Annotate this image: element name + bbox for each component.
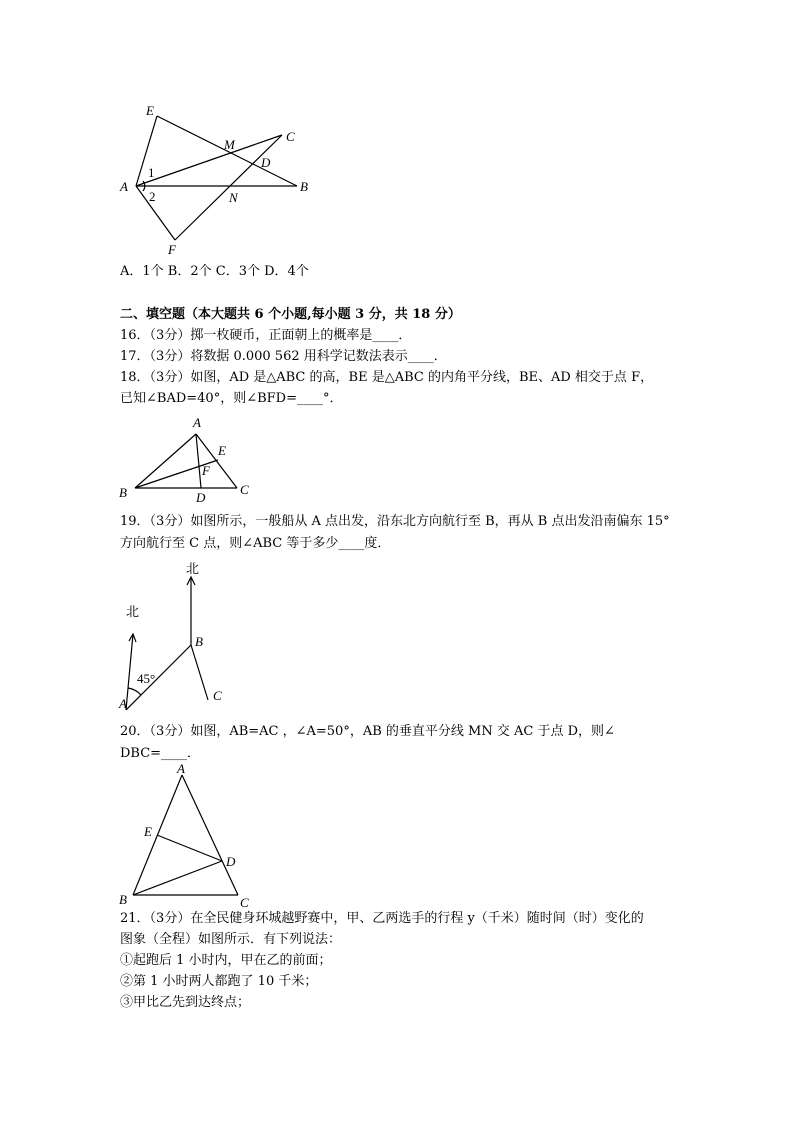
figure-q18 [110,410,270,510]
question-18-line-1: 18．（3分）如图，AD 是△ABC 的高，BE 是△ABC 的内角平分线，BE、AD 相交于点 F， [120,370,654,385]
question-19-line-2: 方向航行至 C 点，则∠ABC 等于多少____度． [120,536,391,551]
north-arrow-A [126,634,133,710]
label-D: D [196,490,206,505]
section-2-title: 二、填空题（本大题共 6 个小题,每小题 3 分，共 18 分） [120,307,461,322]
label-E: E [146,103,154,118]
question-18-line-2: 已知∠BAD=40°，则∠BFD=____°． [120,391,343,406]
label-B: B [119,892,127,907]
question-19-line-1: 19．（3分）如图所示，一般船从 A 点出发，沿东北方向航行至 B，再从 B 点出发沿南偏东 15° [120,514,670,529]
label-M: M [224,137,235,152]
label-2: 2 [149,189,156,204]
label-B: B [119,485,127,500]
label-D: D [261,155,271,170]
q15-options: A．1个 B．2个 C．3个 D．4个 [120,264,309,279]
label-B: B [195,634,203,649]
label-E: E [218,443,226,458]
label-F: F [202,463,210,478]
label-C: C [213,688,222,703]
label-C: C [240,482,249,497]
label-B: B [300,179,308,194]
question-17: 17．（3分）将数据 0.000 562 用科学记数法表示____． [120,349,447,364]
label-E: E [144,824,152,839]
angle-arc-45 [128,688,141,695]
figure-q19 [110,555,260,715]
question-21-line-1: 21．（3分）在全民健身环城越野赛中，甲、乙两选手的行程 y（千米）随时间（时）变化的 [120,911,644,926]
figure-q20 [110,760,270,910]
label-A: A [119,696,127,711]
question-21-item-3: ③甲比乙先到达终点； [120,995,251,1010]
label-A: A [120,179,128,194]
figure-q15 [110,95,330,260]
label-N: N [229,190,238,205]
label-C: C [240,895,249,910]
question-16: 16．（3分）掷一枚硬币，正面朝上的概率是____． [120,328,412,343]
angle-label-45: 45° [137,671,156,686]
question-20-line-2: DBC=____． [120,746,201,761]
label-1: 1 [148,165,155,180]
segment-BC [191,645,208,700]
label-D: D [226,854,236,869]
label-A: A [193,415,201,430]
segment-AB [126,645,191,710]
north-label-A: 北 [126,605,140,620]
north-label-B: 北 [186,562,200,577]
segment-BD [133,861,222,895]
segment-AC [182,775,238,895]
question-21-item-1: ①起跑后 1 小时内，甲在乙的前面； [120,953,332,968]
label-F: F [168,242,176,257]
segment-AD [196,434,201,488]
segment-AB [135,434,196,488]
label-C: C [286,129,295,144]
question-21-item-2: ②第 1 小时两人都跑了 10 千米； [120,974,318,989]
question-20-line-1: 20．（3分）如图，AB=AC ，∠A=50°，AB 的垂直平分线 MN 交 AC 于点 D，则∠ [120,724,615,739]
segment-AF [136,186,175,240]
label-A: A [177,761,185,776]
question-21-line-2: 图象（全程）如图所示．有下列说法： [120,932,342,947]
